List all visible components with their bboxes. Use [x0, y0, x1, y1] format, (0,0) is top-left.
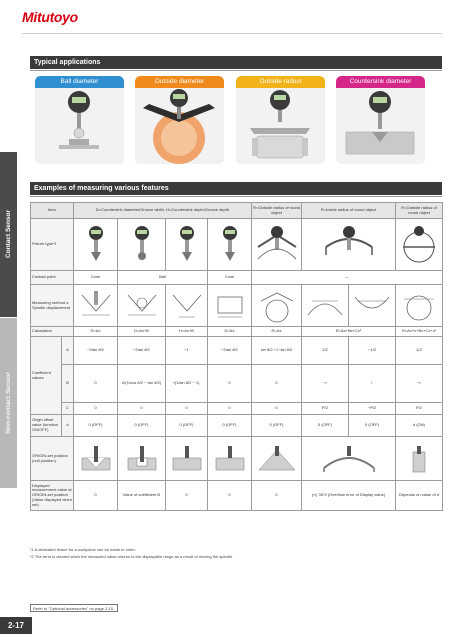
header-col-countersink: D=Countersink diameter/Groove width, H=Countersink depth/Groove depth [74, 203, 252, 219]
cell: 0 [74, 403, 118, 415]
cell: −1/2 [349, 337, 396, 365]
cell: 0 [252, 481, 302, 511]
table-row-coefficient-c [31, 403, 443, 415]
fixture-figure [252, 219, 302, 271]
cell: 0 [208, 365, 252, 403]
table-row-displayed-value [31, 481, 443, 511]
section-divider [30, 70, 442, 71]
method-figure [396, 285, 443, 327]
table-header-row [31, 203, 443, 219]
header-col-outside-radius-2: R=Outside radius of round object [396, 203, 443, 219]
cell: 0 (OFF) [302, 415, 349, 437]
origin-figure [252, 437, 302, 481]
fixture-figure [396, 219, 443, 271]
cell: 0 [166, 481, 208, 511]
brand-logo: Mitutoyo [22, 9, 78, 25]
cell: 0 [118, 403, 166, 415]
table-row-coefficient-a [31, 337, 443, 365]
coef-b-label: B [62, 365, 74, 403]
outside-diameter-gauge-image [135, 88, 224, 164]
footnote-1: *1 A dedicated fixture for a workpiece can be made to order. [30, 547, 136, 552]
app-card-countersink-diameter [336, 76, 425, 164]
origin-figure [208, 437, 252, 481]
cell: 0 [74, 481, 118, 511]
section-measuring-examples: Examples of measuring various features [30, 182, 442, 195]
fixture-figure [166, 219, 208, 271]
table-row-origin-offset [31, 415, 443, 437]
cell: d (ON) [396, 415, 443, 437]
cell: 0 (OFF) [166, 415, 208, 437]
cell: 2r(1/cos θ/2 − tan θ/2) [118, 365, 166, 403]
cell: sin θ/2 / 1−sin θ/2 [252, 337, 302, 365]
table-row-contact-point [31, 271, 443, 285]
cell: Value of coefficient B [118, 481, 166, 511]
app-label: Outside diameter [135, 76, 224, 88]
header-col-inside-radius: R=Inside radius of round object [302, 203, 396, 219]
cell: (∞) 30*2 (Overflow error of Display value) [302, 481, 396, 511]
cell: r [349, 365, 396, 403]
row-label-fixture-type: Fixture type*1 [31, 219, 74, 271]
table-row-coefficient-b [31, 365, 443, 403]
cell: −r [396, 365, 443, 403]
cell: R=Ax [252, 327, 302, 337]
cell: 0 [74, 365, 118, 403]
section-divider [30, 196, 442, 197]
method-figure [118, 285, 166, 327]
origin-figure [302, 437, 396, 481]
app-label: Ball diameter [35, 76, 124, 88]
cell: R=Ax+Bx+Cx² [302, 327, 396, 337]
method-figure [166, 285, 208, 327]
table-row-calculation [31, 327, 443, 337]
section-typical-applications: Typical applications [30, 56, 442, 69]
page-number: 2-17 [0, 617, 32, 634]
cell: H=Ax+B [166, 327, 208, 337]
cell: −ℓ²/2 [349, 403, 396, 415]
cell: 0 [166, 403, 208, 415]
app-card-outside-radius [236, 76, 325, 164]
side-tab-noncontact-sensor[interactable]: Non-contact Sensor [0, 318, 17, 488]
method-figure [349, 285, 396, 327]
cell: D=Ax+B [118, 327, 166, 337]
row-label-origin-offset: Origin offset value (function ON/OFF) [31, 415, 62, 437]
cell: −2tan θ/2 [74, 337, 118, 365]
origin-figure [74, 437, 118, 481]
cell: 0 (OFF) [74, 415, 118, 437]
method-figure [302, 285, 349, 327]
row-label-coefficient: Coefficient values [31, 337, 62, 415]
countersink-diameter-gauge-image [336, 88, 425, 164]
cell: 1/2 [396, 337, 443, 365]
cell: 0 (OFF) [252, 415, 302, 437]
cell: 0 (OFF) [208, 415, 252, 437]
cell: ℓ²/2 [302, 403, 349, 415]
cell: 0 [208, 403, 252, 415]
cell: ℓ²/2 [396, 403, 443, 415]
cell: D=Ax [208, 327, 252, 337]
fixture-figure [118, 219, 166, 271]
fixture-figure [302, 219, 396, 271]
outside-radius-gauge-image [236, 88, 325, 164]
row-label-origin-set: ORIGIN-set position (null position) [31, 437, 74, 481]
origin-figure [396, 437, 443, 481]
row-label-calculation: Calculation [31, 327, 74, 337]
origin-figure [166, 437, 208, 481]
cell: Ball [118, 271, 208, 285]
cell: −2tan θ/2 [208, 337, 252, 365]
cell: Cone [74, 271, 118, 285]
row-label-measuring-method: Measuring method x: Spindle displacement [31, 285, 74, 327]
table-row-origin-set [31, 437, 443, 481]
header-rule [22, 33, 442, 34]
app-label: Countersink diameter [336, 76, 425, 88]
cell: 0 (OFF) [118, 415, 166, 437]
table-row-fixture-type [31, 219, 443, 271]
coef-c-label: C [62, 403, 74, 415]
origin-figure [118, 437, 166, 481]
fixture-figure [74, 219, 118, 271]
side-tab-contact-sensor[interactable]: Contact Sensor [0, 152, 17, 317]
header-item: Item [31, 203, 74, 219]
app-card-ball-diameter [35, 76, 124, 164]
cell: — [252, 271, 443, 285]
cell: 0 [252, 365, 302, 403]
cell: Cone [208, 271, 252, 285]
row-label-contact-point: Contact point [31, 271, 74, 285]
table-row-measuring-method [31, 285, 443, 327]
cell: D=Ax [74, 327, 118, 337]
app-label: Outside radius [236, 76, 325, 88]
cell: −2tan θ/2 [118, 337, 166, 365]
app-card-outside-diameter [135, 76, 224, 164]
footnote-2: *2 The error is cleared when the measured value returns to the displayable range as a result of moving the spindle. [30, 554, 234, 559]
cell: 1/2 [302, 337, 349, 365]
measuring-examples-table [30, 202, 443, 511]
origin-offset-d: d [62, 415, 74, 437]
fixture-figure [208, 219, 252, 271]
cell: r(1/sin θ/2 − 1) [166, 365, 208, 403]
cell: −r [302, 365, 349, 403]
cell: −1 [166, 337, 208, 365]
cell: 0 (OFF) [349, 415, 396, 437]
cell: R=Ax+x+Bx+Cx+x² [396, 327, 443, 337]
coef-a-label: A [62, 337, 74, 365]
header-col-outside-radius: R=Outside radius of round object [252, 203, 302, 219]
method-figure [74, 285, 118, 327]
method-figure [252, 285, 302, 327]
cell: Depends on value of d [396, 481, 443, 511]
method-figure [208, 285, 252, 327]
row-label-displayed-value: Displayed measurement value at ORIGIN-set position (Value displayed when set) [31, 481, 74, 511]
cell: 0 [252, 403, 302, 415]
reference-note: Refer to "Optional accessories" on page 2-15. [30, 604, 118, 612]
ball-diameter-gauge-image [35, 88, 124, 164]
cell: 0 [208, 481, 252, 511]
